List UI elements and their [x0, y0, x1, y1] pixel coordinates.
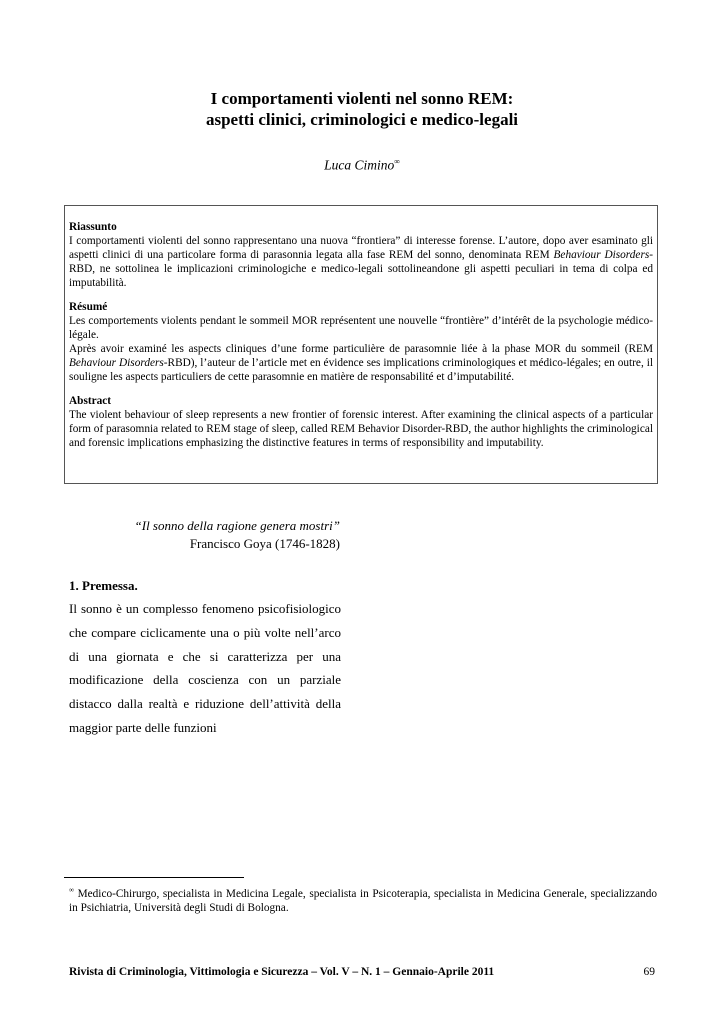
riassunto-text-a: I comportamenti violenti del sonno rappresentano una nuova “frontiera” di interesse forense. L’autore, dopo aver esaminato gli aspetti clinici di una particolare forma di parasonnia legata alla fase REM del sonno, denominata REM	[69, 235, 653, 261]
riassunto-section	[69, 220, 653, 290]
epigraph-attribution: Francisco Goya (1746-1828)	[189, 536, 340, 551]
resume-paragraph-2	[69, 342, 653, 384]
page-number: 69	[643, 966, 655, 978]
resume-heading: Résumé	[69, 301, 108, 313]
resume-section	[69, 300, 653, 384]
title-line-2: aspetti clinici, criminologici e medico-legali	[205, 110, 519, 129]
title-line-1: I comportamenti violenti nel sonno REM:	[210, 89, 514, 108]
journal-footer: Rivista di Criminologia, Vittimologia e Sicurezza – Vol. V – N. 1 – Gennaio-Aprile 2011	[69, 966, 495, 978]
epigraph	[60, 517, 340, 553]
footnote-text: Medico-Chirurgo, specialista in Medicina Legale, specialista in Psicoterapia, specialista in Medicina Generale, specializzando in Psichiatria, Università degli Studi di Bologna.	[69, 887, 657, 915]
riassunto-text	[69, 234, 653, 290]
author-footnote-mark: ∞	[394, 157, 400, 166]
body-paragraph: Il sonno è un complesso fenomeno psicofisiologico che compare ciclicamente una o più volte nell’arco di una giornata e che si caratterizza per una modificazione della coscienza con un parziale distacco dalla realtà e riduzione dell’attività della maggior parte delle funzioni	[69, 601, 341, 735]
footnote-divider	[64, 877, 244, 878]
epigraph-quote: “Il sonno della ragione genera mostri”	[134, 518, 340, 533]
resume-paragraph-1: Les comportements violents pendant le sommeil MOR représentent une nouvelle “frontière” d’intérêt de la psychologie médico-légale.	[69, 315, 653, 341]
section-heading: 1. Premessa.	[69, 578, 138, 593]
author-name: Luca Cimino	[324, 157, 395, 173]
footnote-mark: ∞	[69, 886, 74, 894]
article-title	[60, 88, 664, 130]
abstract-heading: Abstract	[69, 395, 112, 407]
footnote	[69, 883, 657, 916]
resume-text-a: Après avoir examiné les aspects cliniques d’une forme particulière de parasomnie liée à la phase MOR du sommeil (REM	[69, 343, 653, 355]
riassunto-text-italic: Behaviour Disorders	[553, 249, 650, 261]
abstract-text: The violent behaviour of sleep represents a new frontier of forensic interest. After examining the clinical aspects of a particular form of parasomnia related to REM stage of sleep, called REM Behavior Disorder-RBD, the author highlights the criminological and forensic implications emphasizing the distinctive features in terms of responsibility and imputability.	[69, 409, 653, 449]
resume-text-italic: Behaviour Disorders	[69, 357, 164, 369]
resume-text-b: -RBD), l’auteur de l’article met en évidence ses implications criminologiques et médico-légales; en outre, il souligne les aspects particuliers de cette parasomnie en matière de responsabilité et d’imputabilité.	[69, 357, 653, 383]
abstract-box	[64, 205, 658, 484]
riassunto-text-b: -RBD, ne sottolinea le implicazioni criminologiche e medico-legali sottolineandone gli aspetti peculiari in tema di colpa ed imputabilità.	[69, 249, 654, 289]
abstract-section	[69, 394, 653, 450]
riassunto-heading: Riassunto	[69, 221, 117, 233]
author-line	[60, 157, 664, 174]
